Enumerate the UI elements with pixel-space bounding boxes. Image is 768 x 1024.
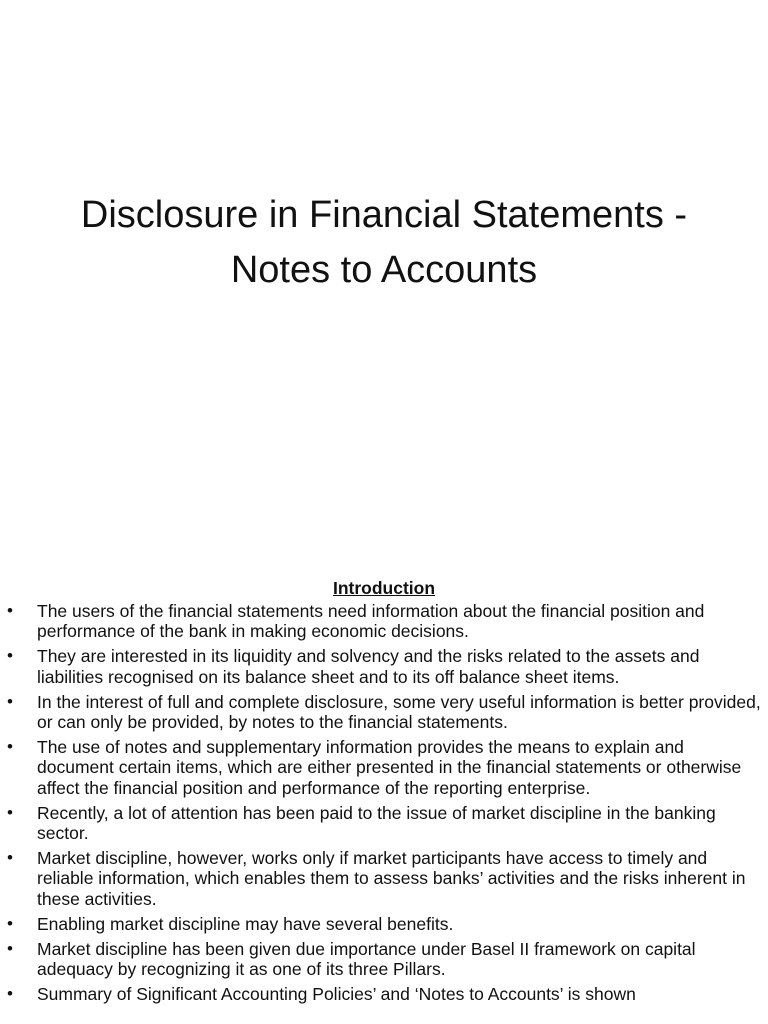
bullet-icon: •	[7, 737, 13, 757]
list-item	[0, 848, 768, 909]
bullet-icon: •	[7, 646, 13, 666]
list-item-text: Market discipline has been given due importance under Basel II framework on capital adequacy by recognizing it as one of its three Pillars.	[37, 939, 696, 980]
list-item	[0, 737, 768, 798]
list-item-text: Enabling market discipline may have several benefits.	[37, 913, 454, 934]
list-item-text: Recently, a lot of attention has been paid to the issue of market discipline in the banking sector.	[37, 802, 716, 844]
bullet-icon: •	[7, 691, 13, 711]
introduction-section	[0, 577, 768, 1010]
bullet-icon: •	[7, 848, 13, 868]
list-item-text: The use of notes and supplementary information provides the means to explain and document certain items, which are either presented in the financial statements or otherwise affect the financial position and performance of the reporting enterprise.	[37, 737, 742, 798]
bullet-icon: •	[7, 601, 13, 620]
slide-title-line-1: Disclosure in Financial Statements -	[80, 194, 688, 236]
list-item	[0, 601, 768, 641]
list-item	[0, 803, 768, 843]
bullet-icon: •	[7, 802, 13, 822]
list-item	[0, 914, 768, 934]
section-heading: Introduction	[332, 578, 436, 598]
list-item-text: In the interest of full and complete disclosure, some very useful information is better provided, or can only be provided, by notes to the financial statements.	[37, 691, 761, 733]
list-item	[0, 939, 768, 979]
bullet-list	[0, 601, 768, 1005]
list-item	[0, 984, 768, 1004]
bullet-icon: •	[7, 913, 13, 933]
list-item-text: They are interested in its liquidity and solvency and the risks related to the assets and liabilities recognised on its balance sheet and to its off balance sheet items.	[37, 646, 700, 687]
list-item-text: The users of the financial statements need information about the financial position and performance of the bank in making economic decisions.	[37, 601, 705, 642]
list-item	[0, 692, 768, 732]
list-item-text: Summary of Significant Accounting Policies’ and ‘Notes to Accounts’ is shown	[37, 984, 636, 1005]
list-item	[0, 646, 768, 686]
bullet-icon: •	[7, 939, 13, 959]
list-item-text: Market discipline, however, works only if market participants have access to timely and reliable information, which enables them to assess banks’ activities and the risks inherent in these activities.	[37, 848, 746, 909]
slide-title	[0, 188, 768, 298]
bullet-icon: •	[7, 984, 13, 1004]
slide-title-line-2: Notes to Accounts	[230, 249, 538, 291]
